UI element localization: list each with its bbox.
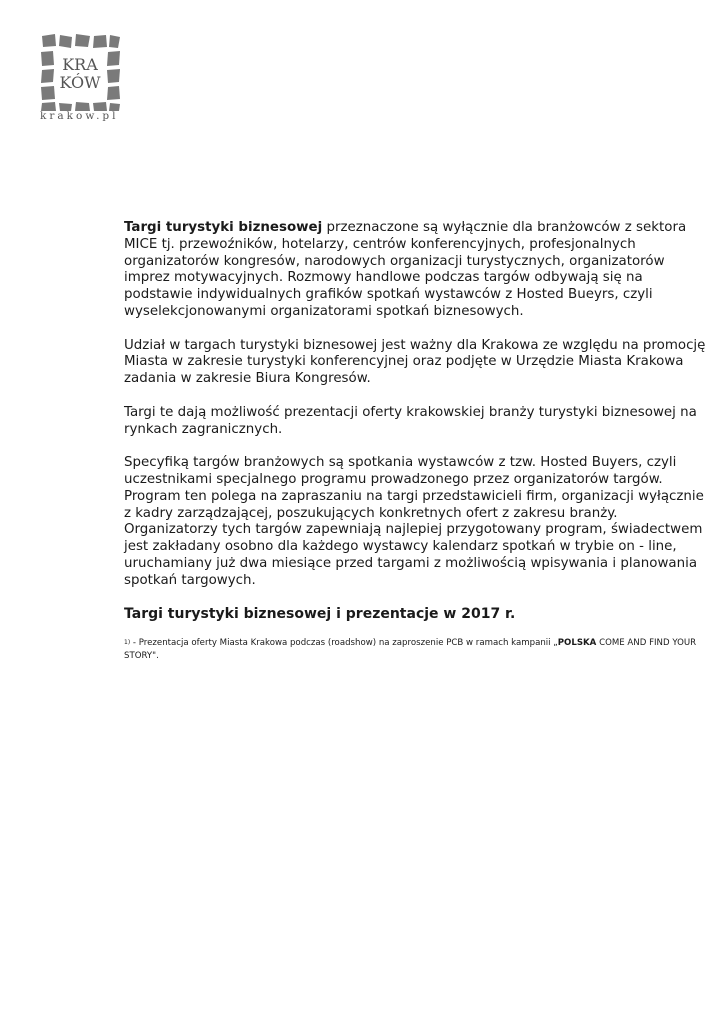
- logo-caption: krakow.pl: [40, 110, 119, 122]
- document-body: [124, 220, 709, 663]
- logo-text-line2: KÓW: [59, 73, 101, 92]
- section-heading: Targi turystyki biznesowej i prezentacje w 2017 r.: [124, 606, 516, 623]
- footnote-text-post: COME AND FIND YOUR STORY".: [124, 638, 697, 662]
- logo-mark: [38, 32, 122, 112]
- footnote: [124, 637, 709, 663]
- paragraph-opportunity: Targi te dają możliwość prezentacji oferty krakowskiej branży turystyki biznesowej na rynkach zagranicznych.: [124, 404, 697, 437]
- intro-text: przeznaczone są wyłącznie dla branżowców z sektora MICE tj. przewoźników, hotelarzy, centrów konferencyjnych, profesjonalnych organizatorów kongresów, narodowych organizacji turystycznych, organizatorów imprez motywacyjnych. Rozmowy handlowe podczas targów odbywają się na podstawie indywidualnych grafików spotkań wystawców z Hosted Bueyrs, czyli wyselekcjonowanymi organizatorami spotkań biznesowych.: [124, 220, 687, 319]
- paragraph-participation: Udział w targach turystyki biznesowej jest ważny dla Krakowa ze względu na promocję Miasta w zakresie turystyki konferencyjnej oraz podjęte w Urzędzie Miasta Krakowa zadania w zakresie Biura Kongresów.: [124, 337, 706, 387]
- paragraph-specifics: Specyfiką targów branżowych są spotkania wystawców z tzw. Hosted Buyers, czyli uczestnikami specjalnego programu prowadzonego przez organizatorów targów. Program ten polega na zapraszaniu na targi przedstawicieli firm, organizacji wyłącznie z kadry zarządzającej, poszukujących konkretnych ofert z zakresu branży. Organizatorzy tych targów zapewniają najlepiej przygotowany program, świadectwem jest zakładany osobno dla każdego wystawcy kalendarz spotkań w trybie on - line, uruchamiany już dwa miesiące przed targami z możliwością wpisywania i planowania spotkań targowych.: [124, 455, 704, 588]
- logo-text-line1: KRA: [62, 55, 98, 74]
- paragraph-intro: [124, 220, 709, 321]
- intro-bold-lead: Targi turystyki biznesowej: [124, 220, 323, 235]
- footnote-text-pre: - Prezentacja oferty Miasta Krakowa podczas (roadshow) na zaproszenie PCB w ramach kampanii „: [130, 638, 558, 649]
- footnote-mark: 1): [124, 639, 131, 647]
- footnote-bold: POLSKA: [557, 638, 597, 649]
